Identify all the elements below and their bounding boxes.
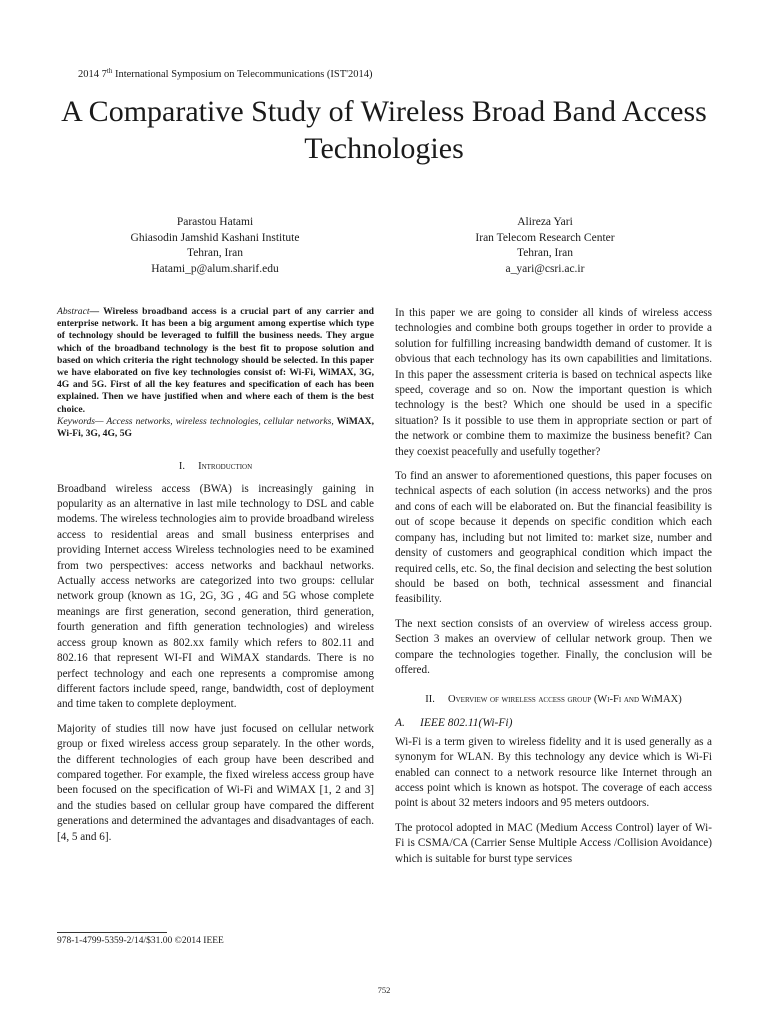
keywords-label: Keywords— Access networks, wireless technologies, cellular networks, bbox=[57, 415, 334, 427]
body-paragraph: In this paper we are going to consider all kinds of wireless access technologies and combine both groups together in order to provide a solution for fulfilling increasing bandwidth demand of customer. It is obvious that each technology has its own capabilities and limitations. In this paper the assessment criteria is based on technical aspects like speed, coverage and so on. Now the important question is which technology is the best? Which one should be used in a specific situation? Is it possible to use them in appropriate section or part of the network or combine them to maximize the business benefit? Can they coexist peacefully and usefully together? bbox=[395, 307, 712, 458]
author-affiliation: Ghiasodin Jamshid Kashani Institute bbox=[130, 231, 300, 244]
author-email: a_yari@csri.ac.ir bbox=[505, 263, 585, 276]
section-heading-introduction: I. Introduction bbox=[178, 461, 253, 473]
body-paragraph: Broadband wireless access (BWA) is increasingly gaining in popularity as an alternative in last mile technology to DSL and cable modems. The wireless technologies aim to provide broadband wireless access to residential areas and small business enterprises and providing Internet access Wireless technologies need to be examined from two perspectives: access networks and backhaul networks. Actually access networks are categorized into two groups: cellular network group (known as 1G, 2G, 3G , 4G and 5G whose complete meanings are first generation, second generation, third generation, fourth generation and fifth generation technologies) and wireless access group known as 802.xx family which refers to 802.11 and 802.16 that represent WI-FI and WiMAX standards. There is no perfect technology and each one represents a compromise among different factors include speed, range, bandwidth, cost of deployment and time taken to complete deployment. bbox=[57, 482, 375, 711]
abstract-text: — Wireless broadband access is a crucial part of any carrier and enterprise network. It has been a big argument among expertise which type of technology should be leveraged to fulfill the business needs. They argue which of the broadband technology is the best fit to propose solution and based on which criteria the right technology should be selected. In this paper we have elaborated on five key technologies consist of: Wi-Fi, WiMAX, 3G, 4G and 5G. First of all the key features and specification of each has been explained. Then we have justified when and where each of them is the best choice. bbox=[57, 306, 374, 415]
body-paragraph: The protocol adopted in MAC (Medium Access Control) layer of Wi-Fi is CSMA/CA (Carrier Sense Multiple Access /Collision Avoidance) which is suitable for burst type services bbox=[395, 821, 712, 865]
author-name: Alireza Yari bbox=[517, 216, 573, 228]
author-email: Hatami_p@alum.sharif.edu bbox=[151, 263, 279, 276]
author-location: Tehran, Iran bbox=[186, 247, 244, 260]
author-block-1 bbox=[50, 215, 380, 278]
author-location: Tehran, Iran bbox=[516, 247, 574, 260]
paper-title: A Comparative Study of Wireless Broad Band Access Technologies bbox=[61, 95, 707, 165]
abstract bbox=[57, 306, 374, 416]
body-paragraph: The next section consists of an overview of wireless access group. Section 3 makes an overview of cellular network group. Then we compare the technologies together. Finally, the conclusion will be offered. bbox=[395, 617, 712, 676]
abstract-label: Abstract bbox=[57, 306, 90, 317]
section-heading-overview: II. Overview of wireless access group (Wi-Fi and WiMAX) bbox=[425, 694, 682, 706]
page-number: 752 bbox=[377, 985, 391, 995]
conference-header: 2014 7th International Symposium on Telecommunications (IST'2014) bbox=[78, 67, 373, 80]
keywords bbox=[57, 416, 374, 440]
keywords-text: WiMAX, Wi-Fi, 3G, 4G, 5G bbox=[57, 415, 374, 440]
author-affiliation: Iran Telecom Research Center bbox=[475, 231, 615, 244]
subsection-heading-wifi: A. IEEE 802.11(Wi-Fi) bbox=[395, 717, 513, 730]
author-name: Parastou Hatami bbox=[176, 216, 254, 228]
right-column bbox=[395, 306, 712, 867]
footnote-rule bbox=[57, 932, 167, 933]
left-column bbox=[57, 306, 374, 845]
author-block-2 bbox=[380, 215, 710, 278]
body-paragraph: Wi-Fi is a term given to wireless fidelity and it is used generally as a synonym for WLAN. By this technology any device which is Wi-Fi enabled can connect to a network resource like Internet through an access point which is known as hotspot. The coverage of each access point is about 32 meters indoors and 95 meters outdoors. bbox=[395, 735, 712, 810]
body-paragraph: To find an answer to aforementioned questions, this paper focuses on technical aspects of each solution (in access networks) and the pros and cons of each will be elaborated on. But the financial feasibility is out of scope because it depends on specific condition which each company has, including but not limited to: market size, number and density of customers and geographical condition which impact the required cells, etc. So, the final decision and selecting the best solution should be based on both, technical assessment and financial feasibility. bbox=[395, 470, 712, 606]
body-paragraph: Majority of studies till now have just focused on cellular network group or fixed wireless access group separately. In the other words, the different technologies of each group have been described and compared together. For example, the fixed wireless access group have been focused on the specification of Wi-Fi and WiMAX [1, 2 and 3] and the studies based on cellular group have compared the different generations and determined the advantages and disadvantages of each. [4, 5 and 6]. bbox=[57, 722, 374, 843]
copyright-footnote: 978-1-4799-5359-2/14/$31.00 ©2014 IEEE bbox=[57, 936, 224, 946]
